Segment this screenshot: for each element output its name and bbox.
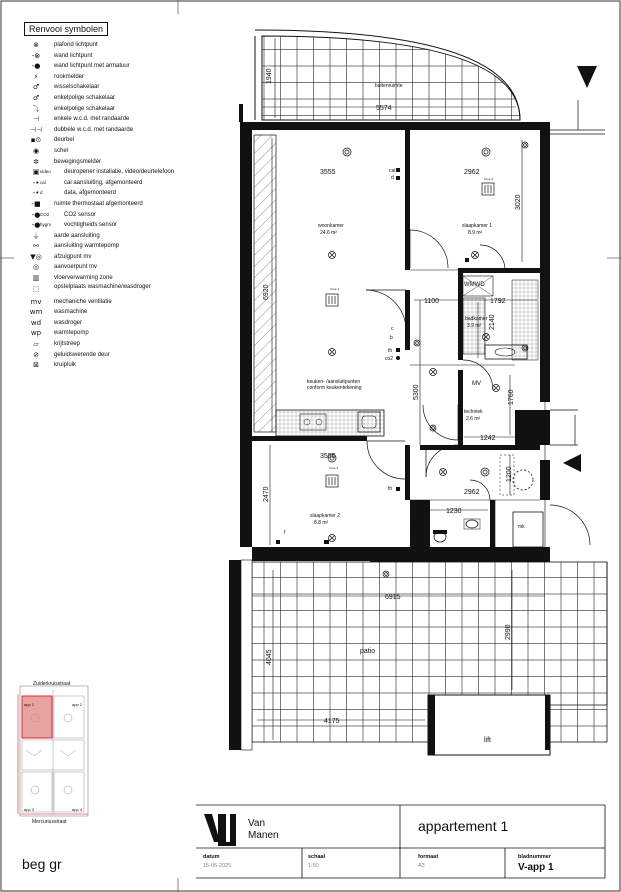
- ceiling-light-icon: [329, 252, 336, 259]
- floor-heating-zone-icon: [326, 294, 338, 306]
- legend-item-label: bewegingsmelder: [54, 158, 102, 165]
- dim-bathroom-depth: 2140: [489, 314, 496, 330]
- single-pole-switch-icon: ♂: [32, 93, 40, 102]
- legend-item-label: deuropener installatie, video/deurtelefoon: [64, 169, 175, 176]
- bedroom2-name: slaapkamer 2: [310, 513, 341, 519]
- legend-item: [24, 339, 214, 350]
- co2-sensor-icon: -●: [31, 210, 41, 219]
- formaat-value: A3: [418, 863, 425, 869]
- ceiling-light-icon: [329, 535, 336, 542]
- th-label: th: [388, 348, 393, 354]
- dim-wc-depth: 1000: [413, 519, 420, 535]
- wd-text-icon: wd: [30, 318, 42, 327]
- thermostat-icon: -■: [31, 199, 41, 208]
- dim-bedroom3-depth: 1200: [506, 466, 513, 482]
- legend-item: [24, 210, 214, 221]
- legend-item-label: enkelpolige schakelaar: [54, 94, 116, 101]
- single-socket-icon: ⊣: [32, 115, 40, 124]
- double-socket-icon: [465, 258, 469, 262]
- legend-item-label: mechaniche ventilatie: [54, 298, 112, 305]
- living-area: 24.6 m²: [320, 230, 337, 236]
- legend-item-prefix: cai: [40, 179, 46, 185]
- legend-item: [24, 178, 214, 189]
- dim-patio-depth-right: 2990: [505, 624, 512, 640]
- dim-tech-width: 1242: [480, 435, 496, 442]
- dim-living-width: 3555: [320, 169, 336, 176]
- datum-value: 15-06-2025: [203, 863, 232, 869]
- dim-balcony-width: 5574: [376, 105, 392, 112]
- legend-item: [24, 188, 214, 199]
- washer-position-icon: ⬚: [32, 284, 40, 293]
- legend-item-label: wasdroger: [54, 319, 83, 326]
- cai-outlet-icon: -•: [32, 178, 40, 187]
- project-title: appartement 1: [418, 818, 509, 834]
- wp-text-icon: wp: [30, 329, 42, 338]
- wmwd-label: WMWD: [464, 282, 485, 288]
- cai-label: cai: [389, 168, 396, 174]
- single-socket-icon: [396, 176, 400, 180]
- tech-name: techniek: [464, 409, 483, 415]
- two-way-switch-icon: ♂: [32, 83, 40, 92]
- smoke-detector-icon: ⚡: [33, 72, 39, 81]
- dim-patio-depth-left: 4045: [266, 649, 273, 665]
- c-label: c: [391, 326, 394, 332]
- legend-item: [24, 273, 214, 284]
- double-switch-icon: ⤵: [32, 104, 40, 113]
- legend-item: [24, 199, 214, 210]
- legend-item: [24, 72, 214, 83]
- crawl-strip-icon: ▱: [33, 340, 39, 349]
- legend-item-label: wasmachine: [54, 309, 88, 316]
- bathroom-area: 3.9 m²: [467, 323, 482, 329]
- legend-item-label: enkele w.c.d. met randaarde: [54, 116, 130, 123]
- wall-light-icon: -⊗: [31, 51, 41, 60]
- legend-item-prefix: d: [40, 190, 43, 196]
- legend-item-prefix: video: [40, 169, 51, 175]
- legend-item: [24, 40, 214, 51]
- legend-item-label: geluidswerende deur: [54, 351, 110, 358]
- floor-heating-zone-icon: [482, 183, 494, 195]
- legend-item-label: aanvoerpunt mv: [54, 264, 98, 271]
- bell-icon: ◉: [32, 146, 40, 155]
- ceiling-light-icon: [329, 349, 336, 356]
- bedroom1-area: 8.9 m²: [468, 230, 483, 236]
- interior-walls: [252, 130, 550, 562]
- lift-label: lift: [484, 737, 491, 744]
- dim-bedroom2-depth: 2470: [263, 486, 270, 502]
- patio-label: patio: [360, 648, 376, 655]
- supply-point-icon: [522, 142, 528, 148]
- titleblock-fields: [203, 854, 554, 873]
- zone1-label: zone 1: [330, 287, 340, 291]
- earth-connection-icon: ⏚: [32, 231, 40, 240]
- zone2-label: zone 2: [484, 177, 494, 181]
- ceiling-light-icon: [493, 385, 500, 392]
- bedroom1-name: slaapkamer 1: [462, 223, 493, 229]
- logo-line1: Van: [248, 818, 266, 829]
- supply-point-icon: ◎: [32, 263, 40, 272]
- dim-wc-width: 1230: [446, 508, 462, 515]
- humidity-sensor-icon: -●: [31, 221, 41, 230]
- d-label: d: [391, 175, 394, 181]
- legend-item-label: kruipluik: [54, 362, 77, 369]
- supply-point-icon: [482, 148, 490, 156]
- wall-light-fixture-icon: -●: [31, 62, 41, 71]
- legend-item: [24, 241, 214, 252]
- legend-item: [24, 350, 214, 361]
- dim-living-depth: 6920: [263, 284, 270, 300]
- schaal-label: schaal: [308, 854, 326, 860]
- legend-item: [24, 93, 214, 104]
- legend-item: [24, 135, 214, 146]
- bedroom2-area: 8.8 m²: [314, 520, 329, 526]
- dim-bedroom2-width: 3555: [320, 453, 336, 460]
- legend-item-label: data, afgemonteerd: [64, 190, 117, 197]
- legend-item-label: schel: [54, 147, 69, 154]
- legend-item: [24, 307, 214, 318]
- legend-item-label: ruimte thermostaat afgemonteerd: [54, 200, 143, 207]
- crawl-hatch-icon: ⊠: [33, 361, 39, 370]
- dim-bathroom-width: 1792: [490, 298, 506, 305]
- legend-item-label: aarde aansluiting: [54, 232, 100, 239]
- soundproof-door-icon: ⊘: [33, 350, 39, 359]
- key-plan-labels: [24, 681, 83, 825]
- legend-item: [24, 231, 214, 242]
- thermostat-icon: [396, 348, 400, 352]
- marker-triangle-top: [577, 66, 597, 88]
- th-label-2: th: [388, 486, 393, 492]
- storage-hatch: [254, 135, 276, 432]
- keyplan-app3: app 3: [24, 807, 35, 812]
- zone3-label: zone 3: [329, 466, 339, 470]
- blad-label: bladnummer: [518, 854, 552, 860]
- mv-label: MV: [472, 381, 481, 387]
- mk-label: mk: [518, 524, 525, 530]
- doors: [366, 230, 590, 545]
- living-name: woonkamer: [318, 223, 344, 229]
- formaat-label: formaat: [418, 854, 439, 860]
- double-socket-icon: [324, 540, 329, 544]
- legend-item: [24, 252, 214, 263]
- legend-item-label: aansluiting warmtepomp: [54, 243, 120, 250]
- ceiling-light-icon: ⊗: [33, 41, 39, 49]
- street-top: Zuiderkruisstraat: [33, 681, 71, 687]
- supply-point-icon: [414, 340, 420, 346]
- keyplan-app2: app 2: [72, 702, 83, 707]
- single-socket-icon: [396, 168, 400, 172]
- co2-sensor-icon: [396, 356, 400, 360]
- legend-item-label: dubbele w.c.d. met randaarde: [54, 126, 134, 133]
- doorbell-icon: ▪⊙: [30, 136, 42, 145]
- bathroom-name: badkamer: [465, 316, 488, 322]
- legend-item-label: wand lichtpunt met armatuur: [54, 63, 130, 70]
- dim-hall-length: 5300: [413, 384, 420, 400]
- legend-item: [24, 167, 214, 178]
- dim-patio-width: 6915: [385, 594, 401, 601]
- dim-bedroom1-depth: 3020: [515, 194, 522, 210]
- blad-value: V-app 1: [518, 862, 554, 873]
- legend-item: [24, 360, 214, 371]
- legend-item: [24, 318, 214, 329]
- stair-area: [512, 280, 538, 360]
- legend-item: [24, 146, 214, 157]
- co2-label: co2: [385, 356, 394, 362]
- floor-heating-zone-icon: ▥: [32, 274, 40, 283]
- kitchen-counter: [276, 410, 384, 436]
- kitchen-note-2: conform keukentekening: [307, 385, 362, 391]
- legend: [24, 40, 214, 371]
- patio: [229, 560, 607, 755]
- tech-area: 2.6 m²: [466, 416, 481, 422]
- legend-item-prefix: hygro: [40, 222, 52, 228]
- legend-item: [24, 157, 214, 168]
- dim-bedroom3-width: 2962: [464, 489, 480, 496]
- supply-point-icon: [343, 148, 351, 156]
- supply-point-icon: [481, 468, 489, 476]
- legend-item: [24, 262, 214, 273]
- extraction-point-icon: ▼◎: [30, 252, 42, 261]
- dim-hall-width: 1100: [424, 298, 440, 305]
- b-label: b: [390, 335, 393, 341]
- legend-item: [24, 284, 214, 297]
- mv-text-icon: mv: [30, 297, 42, 306]
- legend-item-label: warmtepomp: [54, 330, 89, 337]
- motion-sensor-icon: ✲: [33, 157, 39, 166]
- dim-balcony-depth: 1940: [266, 68, 273, 84]
- legend-item-label: deurbel: [54, 137, 75, 144]
- wm-text-icon: wm: [29, 308, 43, 317]
- thermostat-icon: [396, 487, 400, 491]
- socket-symbols: [276, 168, 469, 544]
- legend-item-label: enkelpolige schakelaar: [54, 105, 116, 112]
- legend-item: [24, 220, 214, 231]
- legend-item-prefix: CO2: [40, 211, 50, 217]
- legend-item: [24, 328, 214, 339]
- legend-item: [24, 61, 214, 72]
- street-bottom: Mercuriusstraat: [32, 819, 67, 825]
- facade-lines: [550, 100, 605, 445]
- legend-title: Renvooi symbolen: [24, 22, 108, 36]
- ceiling-light-icon: [430, 369, 437, 376]
- dim-patio-inner-width: 4175: [324, 718, 340, 725]
- legend-item: [24, 82, 214, 93]
- keyplan-app1: app 1: [24, 702, 35, 707]
- data-outlet-icon: -•: [32, 189, 40, 198]
- floor-heating-zone-icon: [326, 475, 338, 487]
- kitchen-note-1: keuken- /aansluitpunten: [307, 379, 361, 385]
- keyplan-app4: app 4: [72, 807, 83, 812]
- legend-item-label: wisselschakelaar: [54, 84, 100, 91]
- legend-item: [24, 297, 214, 308]
- double-socket-icon: ⊣⊣: [29, 125, 43, 134]
- logo: [204, 814, 279, 846]
- legend-item: [24, 125, 214, 136]
- datum-label: datum: [203, 854, 220, 860]
- legend-item-label: opstelplaats wasmachine/wasdroger: [54, 283, 151, 290]
- legend-item: [24, 104, 214, 115]
- legend-item-label: cai aansluiting, afgemonteerd: [64, 179, 143, 186]
- legend-item-label: afzuigpunt mv: [54, 253, 92, 260]
- supply-point-icon: [430, 425, 436, 431]
- ceiling-light-icon: [472, 252, 479, 259]
- dim-bedroom1-width: 2962: [464, 169, 480, 176]
- heat-pump-connection-icon: ⚯: [33, 242, 39, 251]
- legend-item: [24, 114, 214, 125]
- dim-tech-depth: 1760: [508, 389, 515, 405]
- legend-item-label: krijtstreep: [54, 341, 81, 348]
- legend-item-label: wand lichtpunt: [54, 52, 93, 59]
- ceiling-light-icon: [440, 469, 447, 476]
- single-socket-icon: [276, 540, 280, 544]
- legend-item-label: rookmelder: [54, 73, 85, 80]
- legend-item-label: CO2 sensor: [64, 211, 97, 218]
- legend-item-label: plafond lichtpunt: [54, 42, 98, 48]
- schaal-value: 1:50: [308, 863, 319, 869]
- legend-item-label: vochtigheids sensor: [64, 222, 118, 229]
- marker-triangle-right: [563, 454, 581, 472]
- logo-line2: Manen: [248, 830, 279, 841]
- intercom-icon: ▣: [32, 168, 40, 177]
- f-label: f: [284, 530, 286, 536]
- legend-item-label: vloerverwarming zone: [54, 275, 113, 282]
- legend-item: [24, 51, 214, 62]
- balcony-label: buitenruimte: [375, 83, 403, 89]
- sheet-label: beg gr: [22, 856, 62, 872]
